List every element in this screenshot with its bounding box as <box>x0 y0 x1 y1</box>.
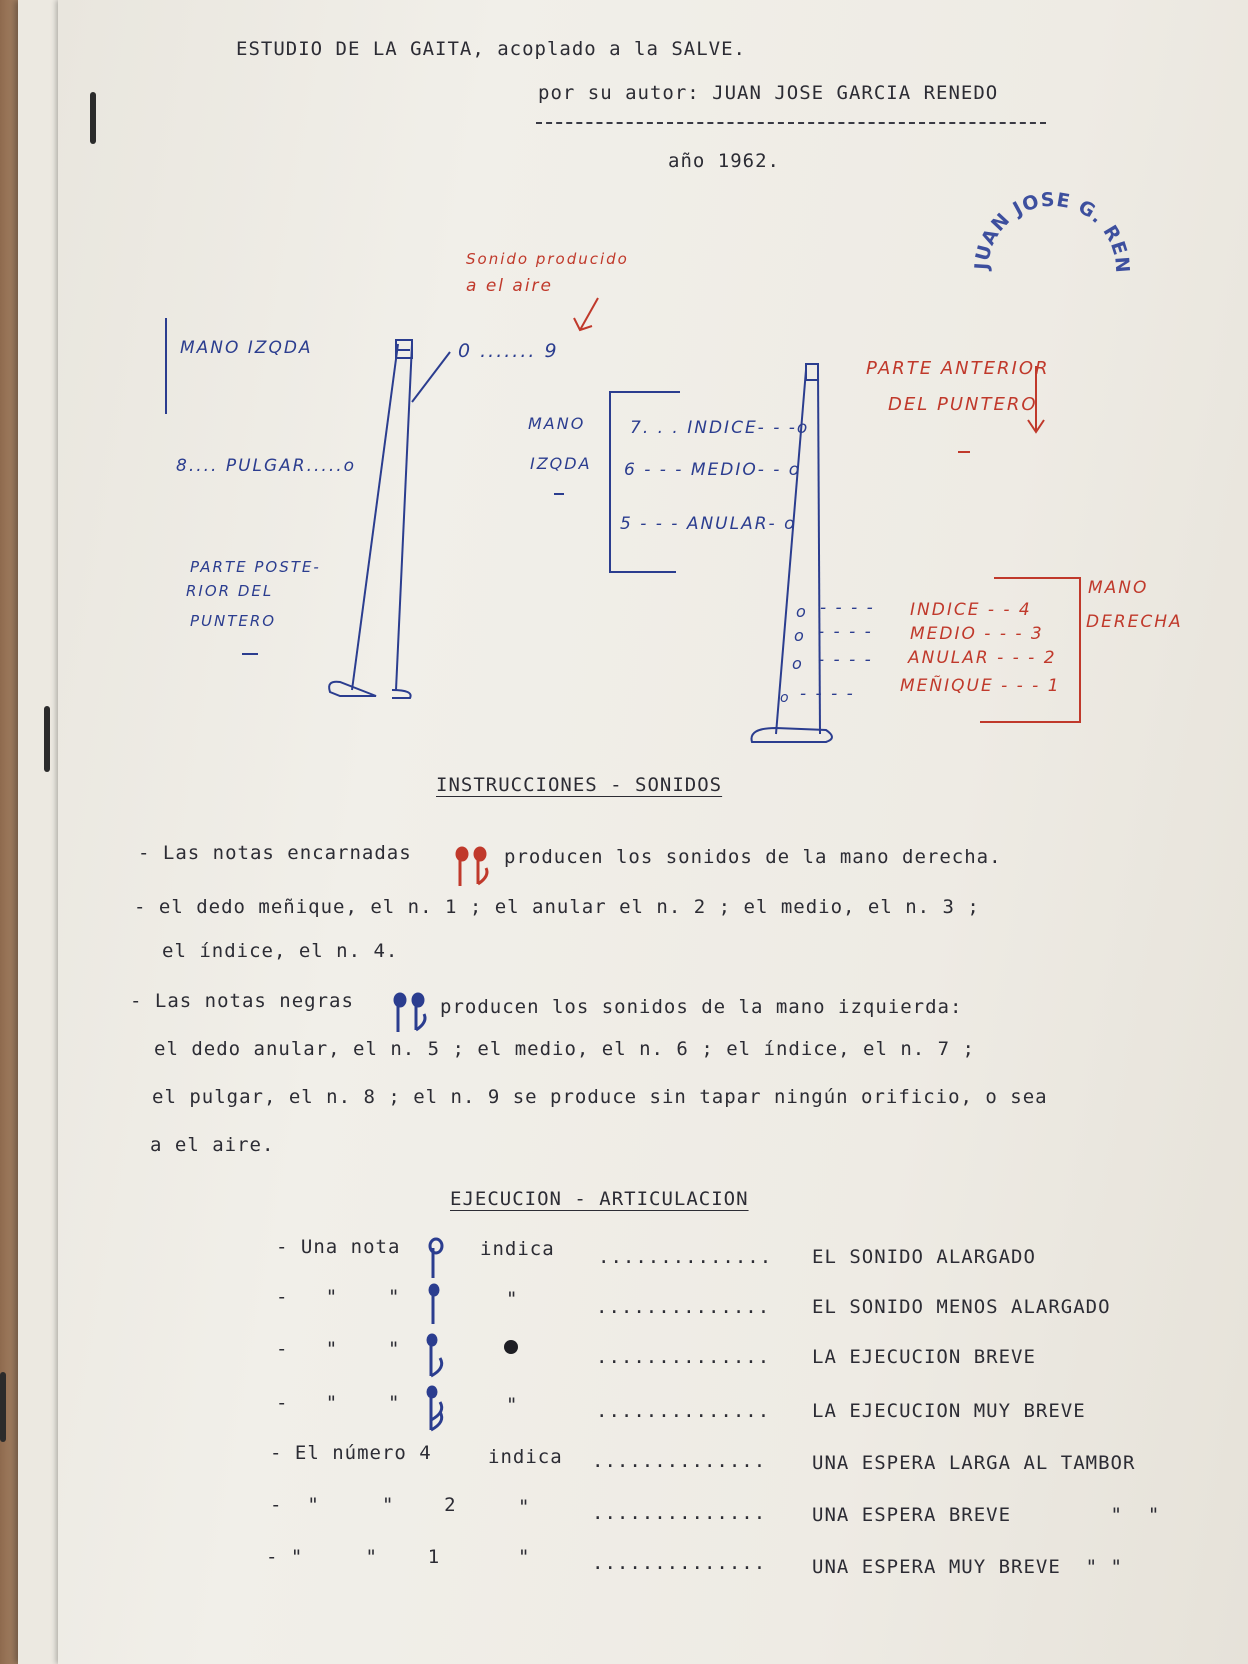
instructions-line-1a: - Las notas encarnadas <box>138 842 412 864</box>
thumb-label: 8.... PULGAR.....o <box>176 456 357 476</box>
row-left: - " " <box>276 1338 401 1360</box>
rear-label-line2: RIOR DEL <box>186 582 274 600</box>
eighth-note-icon <box>420 1332 450 1382</box>
left-hand-label-2-line2: IZQDA <box>530 454 592 473</box>
row-right: LA EJECUCION MUY BREVE <box>812 1400 1086 1422</box>
hole-mark-2: o <box>792 654 804 673</box>
row-mid: indica <box>488 1446 563 1468</box>
air-sound-note-line2: a el aire <box>466 276 553 296</box>
hole-dashes-2: - - - - <box>818 650 873 670</box>
hole-dashes-3: - - - - <box>818 622 873 642</box>
hole-dashes-1: - - - - <box>800 684 855 704</box>
row-left: - " " <box>276 1392 401 1414</box>
row-mid: " <box>518 1546 531 1568</box>
document-title: ESTUDIO DE LA GAITA, acoplado a la SALVE. <box>236 38 746 60</box>
air-sound-note-line1: Sonido producido <box>466 250 629 268</box>
rear-label-line3: PUNTERO <box>190 612 277 630</box>
row-left: - El número 4 <box>270 1442 432 1464</box>
hole-mark-3: o <box>794 626 806 645</box>
row-right: UNA ESPERA MUY BREVE " " <box>812 1556 1123 1578</box>
left-hand-label: MANO IZQDA <box>180 338 313 358</box>
chanter-rear-view <box>329 340 450 698</box>
top-numbers-label: 0 ....... 9 <box>458 340 559 362</box>
black-notes-icon <box>388 992 434 1038</box>
document-author: por su autor: JUAN JOSE GARCIA RENEDO <box>538 82 999 104</box>
instructions-line-2: - el dedo meñique, el n. 1 ; el anular el n. 2 ; el medio, el n. 3 ; <box>134 896 980 918</box>
row-right: EL SONIDO MENOS ALARGADO <box>812 1296 1111 1318</box>
quarter-note-icon <box>422 1282 446 1330</box>
row-dots: .............. <box>596 1296 771 1318</box>
finger-5-label: 5 - - - ANULAR- o <box>620 514 797 534</box>
front-label-line2: DEL PUNTERO <box>888 394 1038 415</box>
rear-label-line1: PARTE POSTE- <box>190 558 321 576</box>
finger-7-label: 7. . . INDICE- - -o <box>630 418 810 438</box>
front-label-line1: PARTE ANTERIOR <box>866 358 1050 379</box>
instructions-line-3: el índice, el n. 4. <box>162 940 399 962</box>
hole-dashes-4: - - - - <box>820 598 875 618</box>
finger-1-label: MEÑIQUE - - - 1 <box>900 676 1061 696</box>
red-notes-icon <box>450 846 496 892</box>
row-left: - " " 1 <box>266 1546 441 1568</box>
row-dots: .............. <box>592 1552 767 1574</box>
instructions-line-5: el dedo anular, el n. 5 ; el medio, el n. 6 ; el índice, el n. 7 ; <box>154 1038 975 1060</box>
row-dots: .............. <box>592 1450 767 1472</box>
ink-blot <box>504 1340 518 1354</box>
row-dots: .............. <box>598 1246 773 1268</box>
instructions-line-1b: producen los sonidos de la mano derecha. <box>504 846 1002 868</box>
instructions-line-7: a el aire. <box>150 1134 275 1156</box>
row-mid: indica <box>480 1238 555 1260</box>
finger-3-label: MEDIO - - - 3 <box>910 624 1044 644</box>
row-left: - " " 2 <box>270 1494 457 1516</box>
row-dots: .............. <box>592 1502 767 1524</box>
hole-mark-1: o <box>780 690 791 706</box>
finger-6-label: 6 - - - MEDIO- - o <box>624 460 802 480</box>
right-hand-label-line1: MANO <box>1088 578 1149 598</box>
row-mid: " <box>506 1288 519 1310</box>
hole-mark-4: o <box>796 602 808 621</box>
row-right: LA EJECUCION BREVE <box>812 1346 1036 1368</box>
row-right: UNA ESPERA LARGA AL TAMBOR <box>812 1452 1136 1474</box>
row-dots: .............. <box>596 1400 771 1422</box>
right-hand-label-line2: DERECHA <box>1086 612 1183 632</box>
instructions-heading: INSTRUCCIONES - SONIDOS <box>436 774 723 796</box>
half-note-icon <box>424 1236 448 1284</box>
stamp-text: JUAN JOSE G. RE <box>970 188 1130 271</box>
row-left: - " " <box>276 1286 401 1308</box>
instructions-line-6: el pulgar, el n. 8 ; el n. 9 se produce sin tapar ningún orificio, o sea <box>152 1086 1048 1108</box>
row-right: EL SONIDO ALARGADO <box>812 1246 1036 1268</box>
instructions-line-4a: - Las notas negras <box>130 990 354 1012</box>
execution-heading: EJECUCION - ARTICULACION <box>450 1188 749 1210</box>
row-left: - Una nota <box>276 1236 401 1258</box>
finger-2-label: ANULAR - - - 2 <box>908 648 1057 668</box>
row-right: UNA ESPERA BREVE " " <box>812 1504 1161 1526</box>
row-dots: .............. <box>596 1346 771 1368</box>
row-mid: " <box>506 1394 519 1416</box>
finger-4-label: INDICE - - 4 <box>910 600 1032 620</box>
sixteenth-note-icon <box>420 1384 450 1436</box>
document-year: año 1962. <box>668 150 780 172</box>
left-hand-label-2-line1: MANO <box>528 414 586 433</box>
instructions-line-4b: producen los sonidos de la mano izquierda: <box>440 996 963 1018</box>
air-sound-arrow <box>574 298 598 330</box>
row-mid: " <box>518 1496 531 1518</box>
